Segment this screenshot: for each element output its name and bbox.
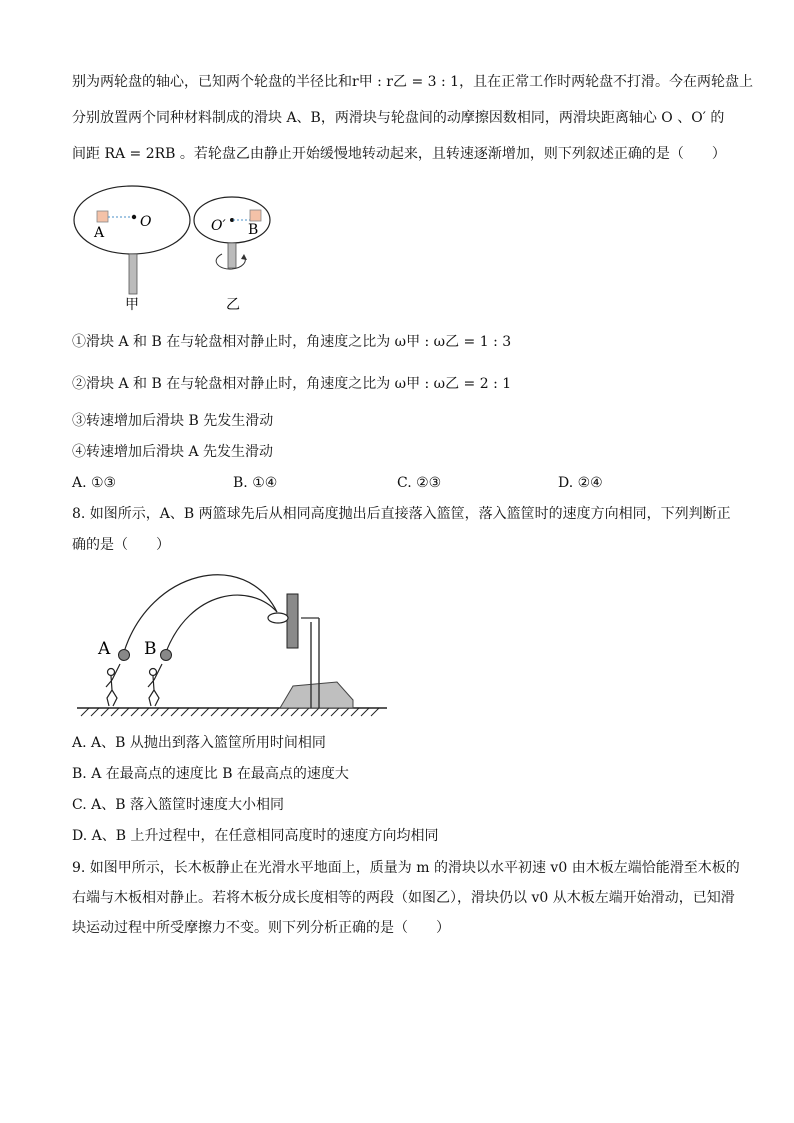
label-yi: 乙 bbox=[226, 297, 240, 313]
q7-option-d[interactable]: D. ②④ bbox=[558, 475, 603, 491]
q7-line-2: 分别放置两个同种材料制成的滑块 A、B，两滑块与轮盘间的动摩擦因数相同，两滑块距离轴心 O 、O′ 的 bbox=[72, 110, 725, 126]
basketball-figure bbox=[75, 560, 395, 720]
hoop-rim bbox=[268, 613, 288, 623]
q9-line-2: 右端与木板相对静止。若将木板分成长度相等的两段（如图乙），滑块仍以 v0 从木板左端开始滑动，已知滑 bbox=[72, 890, 735, 906]
shaft-yi bbox=[228, 243, 236, 268]
q7-statement-1: ①滑块 A 和 B 在与轮盘相对静止时，角速度之比为 ω甲 : ω乙 = 1 : 3 bbox=[72, 334, 512, 350]
wheels-figure bbox=[70, 182, 290, 317]
q7-option-b[interactable]: B. ①④ bbox=[233, 475, 278, 491]
axis-o bbox=[132, 215, 136, 219]
q7-line-1: 别为两轮盘的轴心，已知两个轮盘的半径比和r甲 : r乙 = 3 : 1，且在正常工作时两轮盘不打滑。今在两轮盘上 bbox=[72, 74, 754, 90]
q7-option-c[interactable]: C. ②③ bbox=[397, 475, 442, 491]
wheel-jia bbox=[74, 186, 190, 254]
q9-line-3: 块运动过程中所受摩擦力不变。则下列分析正确的是（ ） bbox=[72, 920, 450, 936]
hoop-base bbox=[280, 682, 353, 708]
thrower-a bbox=[106, 664, 120, 706]
q8-option-d[interactable]: D. A、B 上升过程中，在任意相同高度时的速度方向均相同 bbox=[72, 828, 439, 844]
label-b: B bbox=[248, 222, 259, 238]
q8-line-1: 8. 如图所示，A、B 两篮球先后从相同高度抛出后直接落入篮筐，落入篮筐时的速度方向相同，下列判断正 bbox=[72, 506, 731, 522]
q8-option-c[interactable]: C. A、B 落入篮筐时速度大小相同 bbox=[72, 797, 284, 813]
q7-line-3: 间距 RA = 2RB 。若轮盘乙由静止开始缓慢地转动起来，且转速逐渐增加，则下列叙述正确的是（ ） bbox=[72, 146, 726, 162]
q8-option-b[interactable]: B. A 在最高点的速度比 B 在最高点的速度大 bbox=[72, 766, 349, 782]
label-o: O bbox=[140, 214, 152, 230]
slider-b bbox=[250, 210, 261, 221]
ball-b-label: B bbox=[144, 639, 157, 659]
slider-a bbox=[97, 211, 108, 222]
ball-a-label: A bbox=[98, 639, 111, 659]
q7-statement-2: ②滑块 A 和 B 在与轮盘相对静止时，角速度之比为 ω甲 : ω乙 = 2 : 1 bbox=[72, 376, 512, 392]
thrower-b bbox=[148, 664, 162, 706]
label-jia: 甲 bbox=[125, 297, 139, 313]
q8-option-a[interactable]: A. A、B 从抛出到落入篮筐所用时间相同 bbox=[72, 735, 326, 751]
ball-a bbox=[119, 650, 130, 661]
q7-statement-3: ③转速增加后滑块 B 先发生滑动 bbox=[72, 413, 274, 429]
trajectory-b bbox=[166, 595, 277, 652]
q7-option-a[interactable]: A. ①③ bbox=[72, 475, 117, 491]
q8-line-2: 确的是（ ） bbox=[72, 537, 170, 553]
backboard bbox=[287, 594, 298, 648]
shaft-jia bbox=[129, 254, 137, 294]
q9-line-1: 9. 如图甲所示，长木板静止在光滑水平地面上，质量为 m 的滑块以水平初速 v0 由木板左端恰能滑至木板的 bbox=[72, 860, 740, 876]
ball-b bbox=[161, 650, 172, 661]
label-a: A bbox=[94, 225, 105, 241]
label-o2: O′ bbox=[211, 218, 226, 234]
q7-statement-4: ④转速增加后滑块 A 先发生滑动 bbox=[72, 444, 274, 460]
